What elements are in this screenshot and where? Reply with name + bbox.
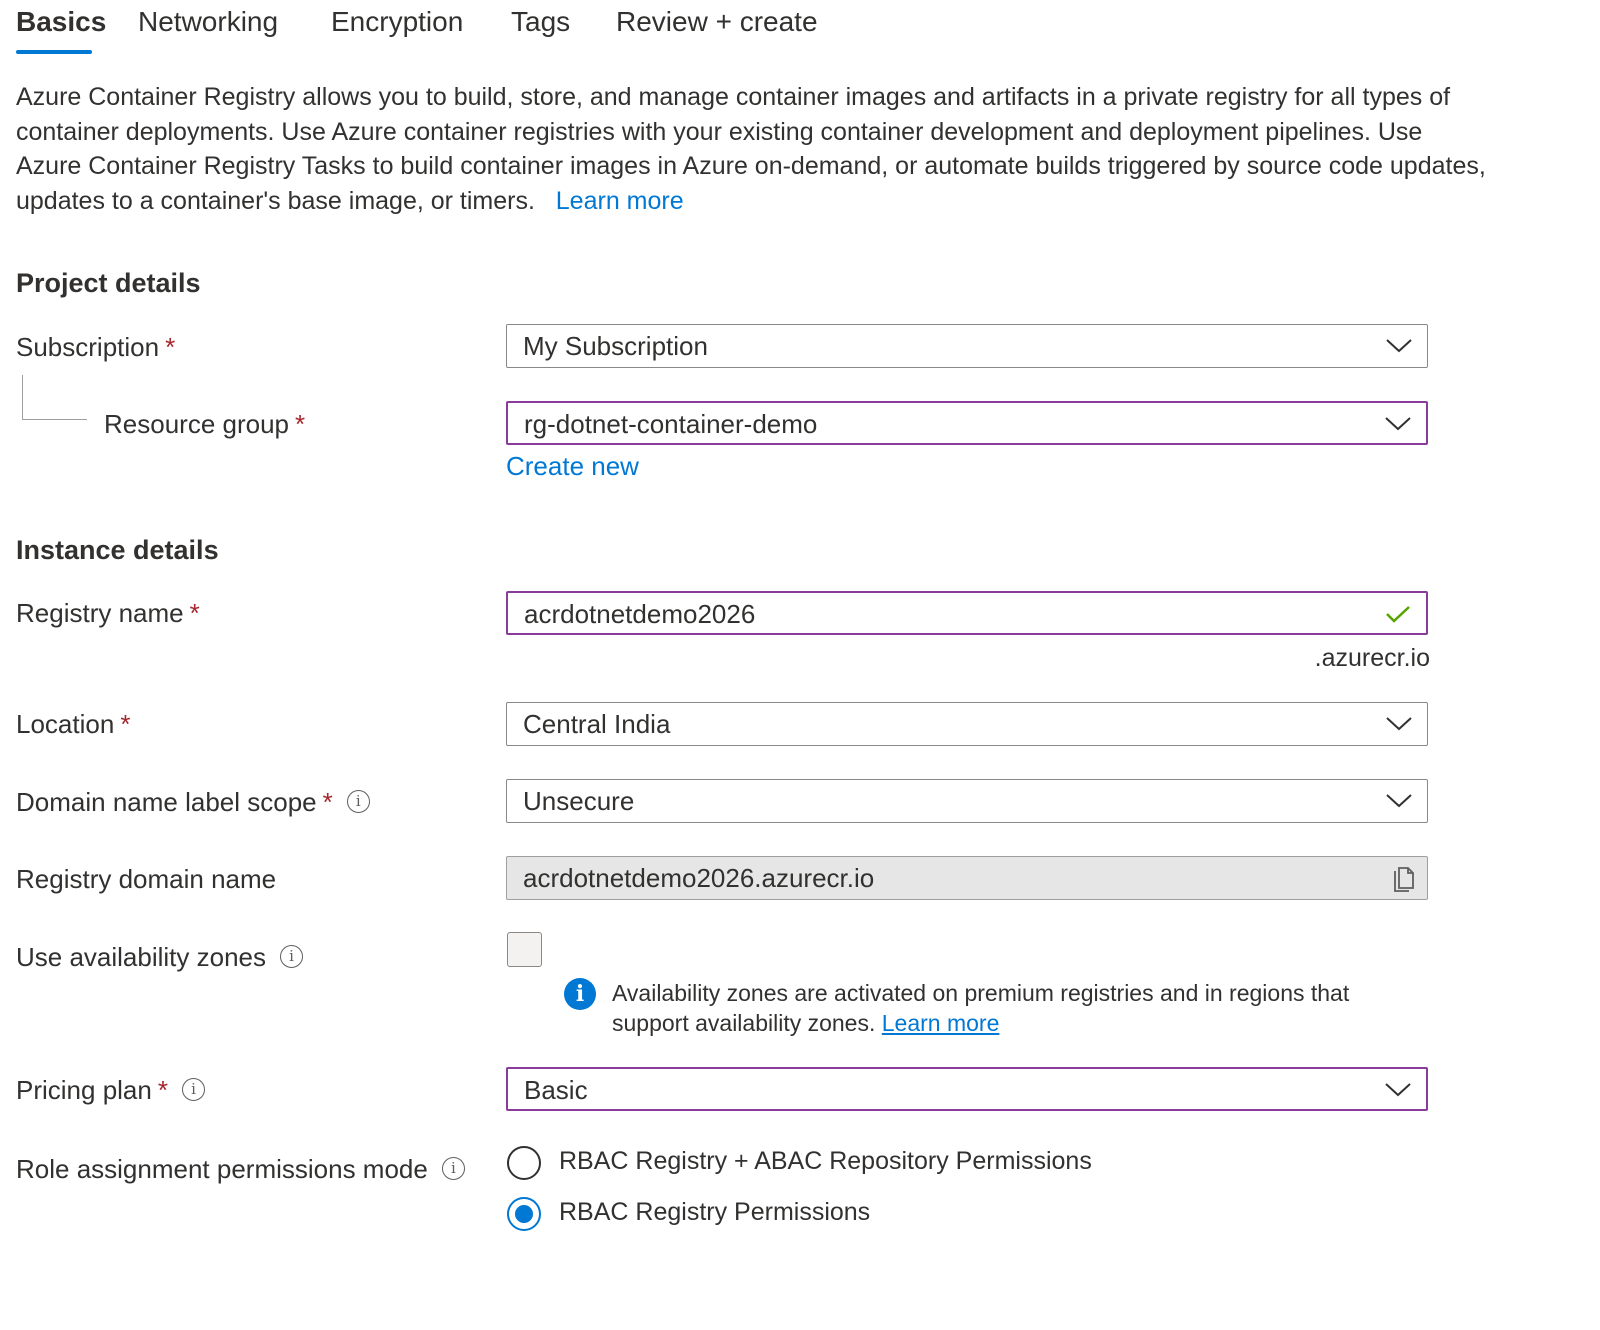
required-asterisk: *: [157, 1075, 168, 1105]
registry-domain-label: Registry domain name: [16, 864, 277, 894]
copy-icon[interactable]: [1391, 866, 1417, 894]
role-mode-label: Role assignment permissions mode i: [16, 1154, 465, 1185]
registry-name-label: Registry name *: [16, 598, 200, 628]
subscription-value: My Subscription: [523, 331, 708, 361]
chevron-down-icon: [1384, 1079, 1412, 1099]
availability-info-text: Availability zones are activated on premium registries and in regions that support availability zones.: [612, 980, 1350, 1036]
tab-review-create[interactable]: Review + create: [616, 6, 818, 37]
required-asterisk: *: [295, 409, 306, 439]
chevron-down-icon: [1384, 413, 1412, 433]
registry-name-input[interactable]: [506, 591, 1428, 635]
resource-group-value: rg-dotnet-container-demo: [524, 409, 818, 439]
checkmark-icon: [1384, 604, 1412, 624]
info-icon[interactable]: i: [347, 790, 370, 813]
radio-rbac-registry-label[interactable]: RBAC Registry Permissions: [559, 1198, 871, 1226]
required-asterisk: *: [120, 709, 131, 739]
availability-learn-more-link[interactable]: Learn more: [881, 1010, 1000, 1036]
chevron-down-icon: [1385, 335, 1413, 355]
tab-basics[interactable]: Basics: [16, 6, 107, 37]
instance-details-heading: Instance details: [16, 535, 219, 565]
domain-scope-dropdown[interactable]: [506, 779, 1428, 823]
radio-rbac-abac-label[interactable]: RBAC Registry + ABAC Repository Permissions: [559, 1147, 1092, 1175]
domain-scope-label: Domain name label scope * i: [16, 787, 370, 818]
info-icon[interactable]: i: [442, 1157, 465, 1180]
create-new-link[interactable]: Create new: [506, 451, 639, 481]
required-asterisk: *: [189, 598, 200, 628]
tab-networking[interactable]: Networking: [138, 6, 279, 37]
tab-encryption[interactable]: Encryption: [331, 6, 464, 37]
registry-name-value: acrdotnetdemo2026: [524, 599, 756, 629]
subscription-label: Subscription *: [16, 332, 176, 362]
domain-scope-value: Unsecure: [523, 786, 635, 816]
tab-tags[interactable]: Tags: [511, 6, 571, 37]
registry-domain-suffix: .azurecr.io: [1314, 644, 1430, 672]
intro-learn-more-link[interactable]: Learn more: [555, 186, 684, 215]
tree-connector: [22, 375, 87, 420]
pricing-plan-value: Basic: [524, 1075, 588, 1105]
chevron-down-icon: [1385, 790, 1413, 810]
required-asterisk: *: [165, 332, 176, 362]
chevron-down-icon: [1385, 713, 1413, 733]
location-label: Location *: [16, 709, 131, 739]
availability-zones-label: Use availability zones i: [16, 942, 303, 973]
location-value: Central India: [523, 709, 671, 739]
pricing-plan-dropdown[interactable]: [506, 1067, 1428, 1111]
intro-paragraph: [16, 80, 1486, 218]
resource-group-dropdown[interactable]: [506, 401, 1428, 445]
resource-group-label: Resource group *: [104, 409, 306, 439]
project-details-heading: Project details: [16, 268, 201, 298]
subscription-dropdown[interactable]: [506, 324, 1428, 368]
registry-domain-value: acrdotnetdemo2026.azurecr.io: [523, 863, 875, 893]
required-asterisk: *: [322, 787, 333, 817]
availability-zones-checkbox[interactable]: [507, 932, 542, 967]
info-filled-icon: i: [564, 978, 596, 1010]
radio-rbac-registry[interactable]: [507, 1197, 541, 1231]
intro-text: Azure Container Registry allows you to build, store, and manage container images and artifacts in a private registry for all types of container deployments. Use Azure container registries with your existing container development and deployment pipelines. Use Azure Container Registry Tasks to build container images in Azure on-demand, or automate builds triggered by source code updates, updates to a container's base image, or timers.: [16, 83, 1486, 215]
info-icon[interactable]: i: [182, 1078, 205, 1101]
pricing-plan-label: Pricing plan * i: [16, 1075, 205, 1106]
radio-rbac-abac[interactable]: [507, 1146, 541, 1180]
location-dropdown[interactable]: [506, 702, 1428, 746]
info-icon[interactable]: i: [280, 945, 303, 968]
registry-domain-field: [506, 856, 1428, 900]
active-tab-indicator: [16, 50, 92, 54]
